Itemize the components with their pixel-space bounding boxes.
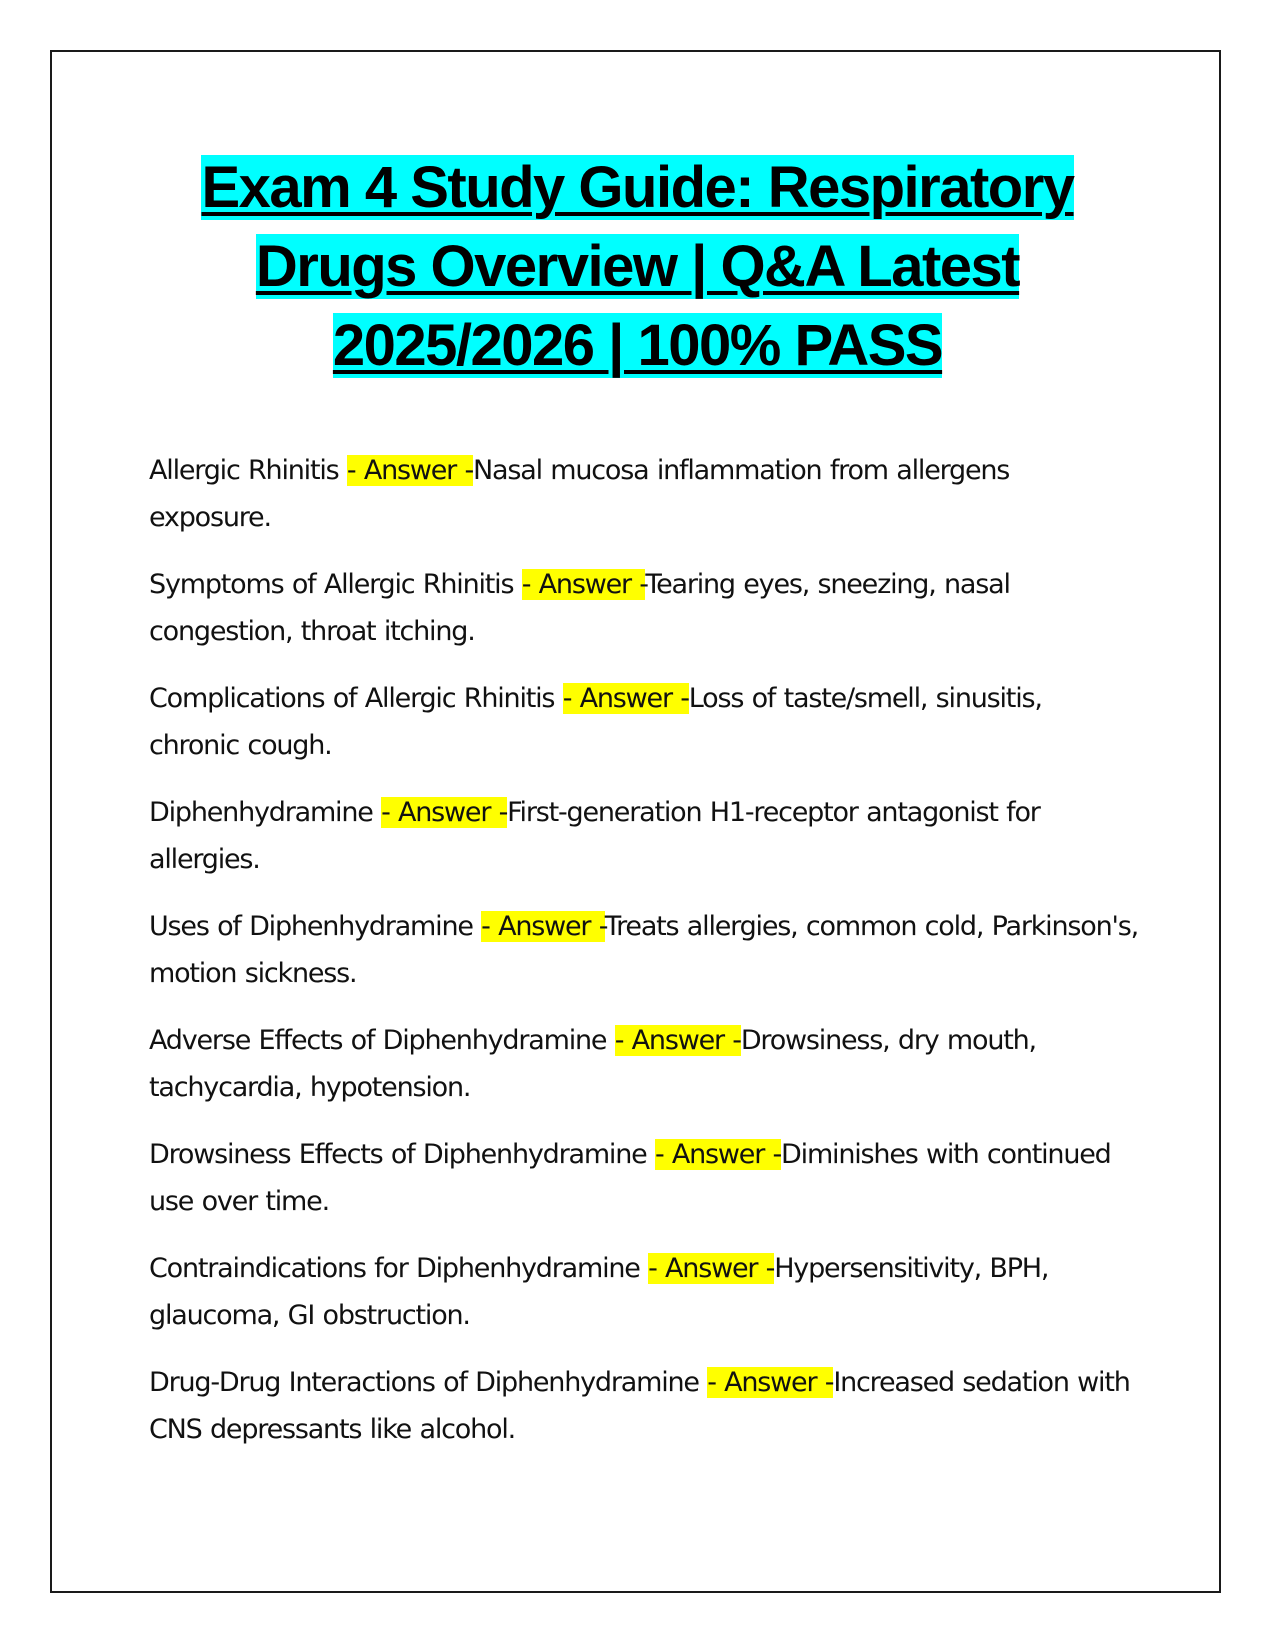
answer-marker: - Answer -	[654, 1139, 782, 1170]
question-text: Symptoms of Allergic Rhinitis	[149, 569, 522, 600]
qa-item	[149, 903, 1139, 997]
question-text: Uses of Diphenhydramine	[149, 911, 482, 942]
title-line-1: Exam 4 Study Guide: Respiratory	[201, 155, 1074, 220]
question-text: Drowsiness Effects of Diphenhydramine	[149, 1139, 655, 1170]
answer-marker: - Answer -	[648, 1253, 775, 1284]
question-text: Complications of Allergic Rhinitis	[149, 683, 563, 714]
qa-item	[149, 561, 1139, 655]
answer-text: Increased sedation with CNS depressants like alcohol.	[149, 1367, 1130, 1445]
qa-item	[149, 1017, 1139, 1111]
question-text: Diphenhydramine	[149, 797, 382, 828]
question-text: Contraindications for Diphenhydramine	[149, 1253, 649, 1284]
title-line-3: 2025/2026 | 100% PASS	[332, 313, 943, 378]
qa-item	[149, 675, 1139, 769]
answer-text: Hypersensitivity, BPH, glaucoma, GI obstruction.	[149, 1253, 1049, 1331]
answer-text: Nasal mucosa inflammation from allergens exposure.	[149, 455, 1010, 533]
question-text: Allergic Rhinitis	[149, 455, 347, 486]
qa-item	[149, 447, 1139, 541]
title-line-2: Drugs Overview | Q&A Latest	[255, 234, 1020, 299]
answer-text: Treats allergies, common cold, Parkinson's, motion sickness.	[149, 911, 1138, 989]
qa-item	[149, 1245, 1139, 1339]
answer-marker: - Answer -	[562, 683, 689, 714]
qa-item	[149, 1131, 1139, 1225]
answer-text: Loss of taste/smell, sinusitis, chronic cough.	[149, 683, 1042, 761]
qa-item	[149, 789, 1139, 883]
question-text: Drug-Drug Interactions of Diphenhydramine	[149, 1367, 708, 1398]
page-title	[0, 148, 1275, 385]
answer-marker: - Answer -	[381, 797, 508, 828]
question-text: Adverse Effects of Diphenhydramine	[149, 1025, 615, 1056]
qa-item	[149, 1359, 1139, 1453]
answer-marker: - Answer -	[521, 569, 646, 600]
answer-marker: - Answer -	[346, 455, 474, 486]
answer-text: Drowsiness, dry mouth, tachycardia, hypotension.	[149, 1025, 1036, 1103]
answer-marker: - Answer -	[707, 1367, 834, 1398]
qa-list	[149, 447, 1139, 1473]
answer-text: Tearing eyes, sneezing, nasal congestion, throat itching.	[149, 569, 1010, 647]
answer-marker: - Answer -	[614, 1025, 741, 1056]
answer-marker: - Answer -	[481, 911, 605, 942]
answer-text: Diminishes with continued use over time.	[149, 1139, 1111, 1217]
answer-text: First-generation H1-receptor antagonist for allergies.	[149, 797, 1040, 875]
